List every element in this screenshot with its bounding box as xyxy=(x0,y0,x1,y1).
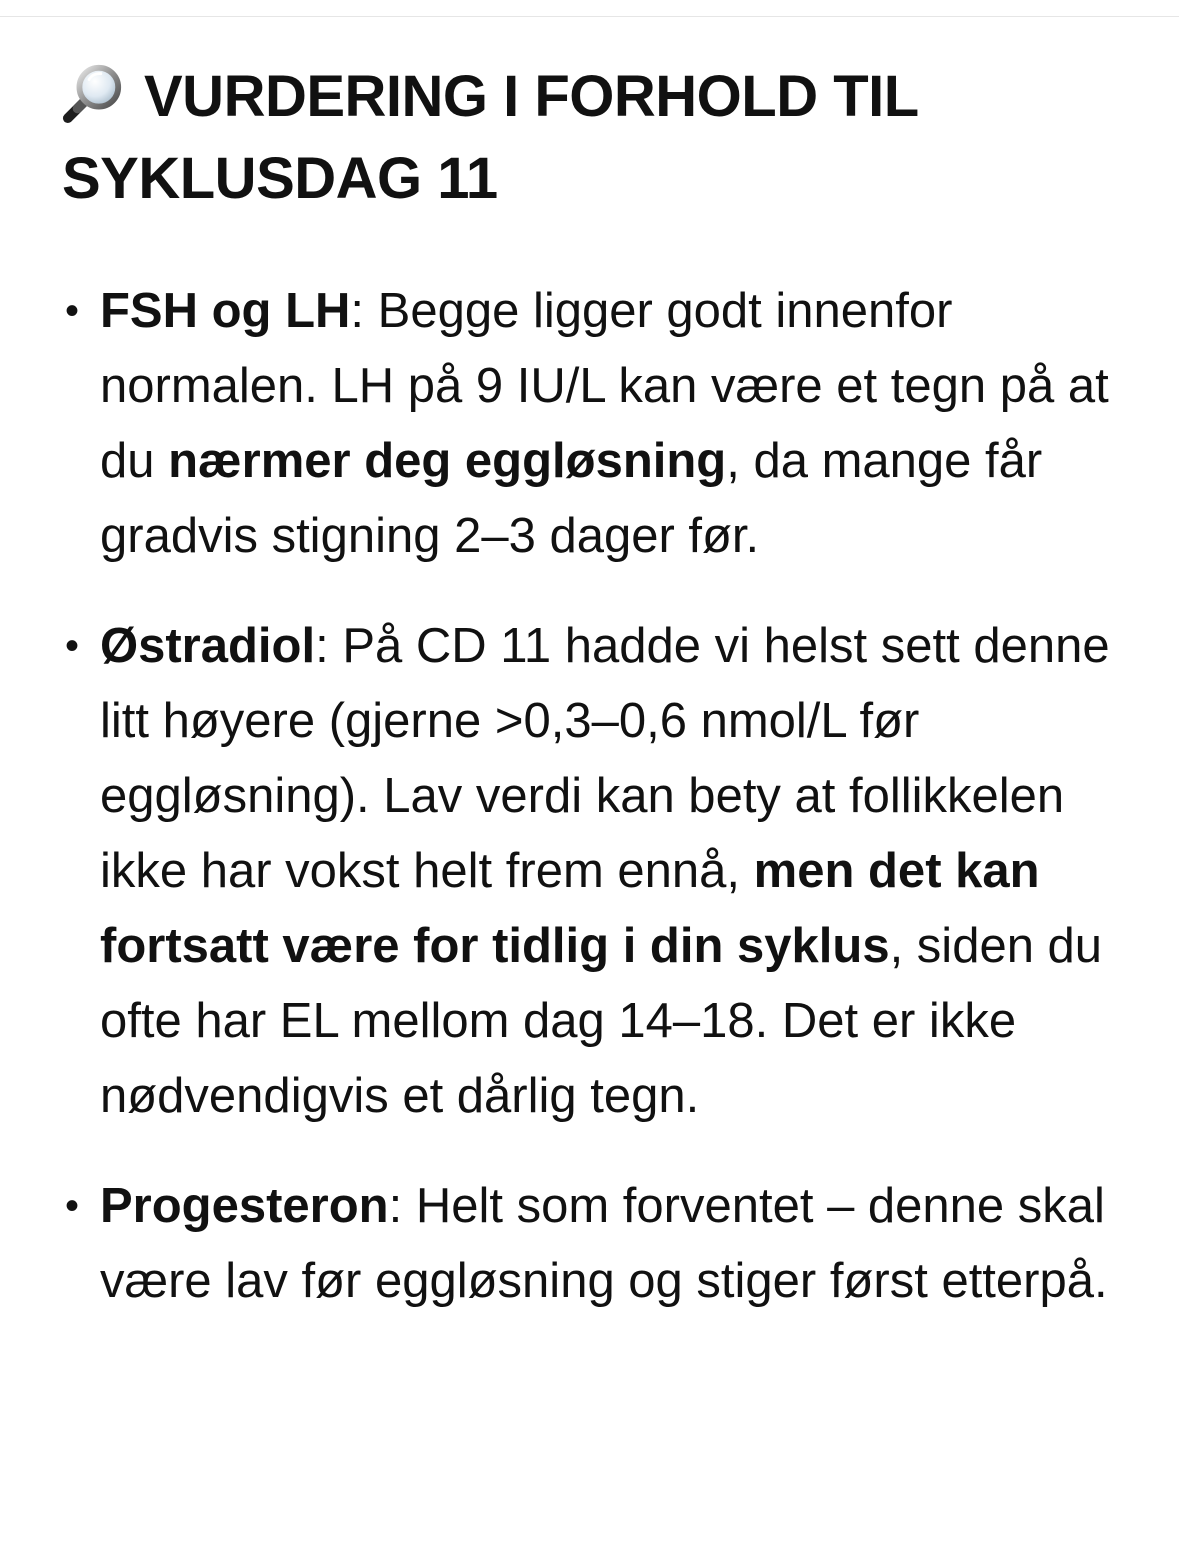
findings-list xyxy=(62,274,1142,1319)
bullet-dot-icon: • xyxy=(65,289,80,333)
bullet-dot-icon: • xyxy=(65,1184,80,1228)
item-text: : Helt som forventet – denne skal være lav før eggløsning og stiger først etterpå. xyxy=(100,1179,1108,1308)
heading-text: VURDERING I FORHOLD TIL SYKLUSDAG 11 xyxy=(62,64,918,211)
item-text: : På CD 11 hadde vi helst sett denne litt høyere (gjerne >0,3–0,6 nmol/L før eggløsning). Lav verdi kan bety at follikkelen ikke har vokst helt frem ennå, xyxy=(100,619,1110,898)
item-text: , da mange får gradvis stigning 2–3 dager før. xyxy=(100,434,1043,563)
top-divider xyxy=(0,16,1179,17)
item-emphasis: nærmer deg eggløsning xyxy=(168,434,727,488)
item-label: Progesteron xyxy=(100,1179,389,1233)
item-label: FSH og LH xyxy=(100,284,351,338)
message-content xyxy=(62,56,1142,1319)
magnifying-glass-icon xyxy=(62,62,124,124)
item-text: , siden du ofte har EL mellom dag 14–18. Det er ikke nødvendigvis et dårlig tegn. xyxy=(100,919,1103,1123)
section-heading xyxy=(62,56,1142,220)
list-item-progesteron xyxy=(62,1169,1142,1319)
list-item-fsh-lh xyxy=(62,274,1142,574)
item-emphasis: men det kan fortsatt være for tidlig i din syklus xyxy=(100,844,1040,973)
list-item-ostradiol xyxy=(62,609,1142,1134)
item-label: Østradiol xyxy=(100,619,316,673)
item-text: : Begge ligger godt innenfor normalen. LH på 9 IU/L kan være et tegn på at du xyxy=(100,284,1109,488)
bullet-dot-icon: • xyxy=(65,624,80,668)
